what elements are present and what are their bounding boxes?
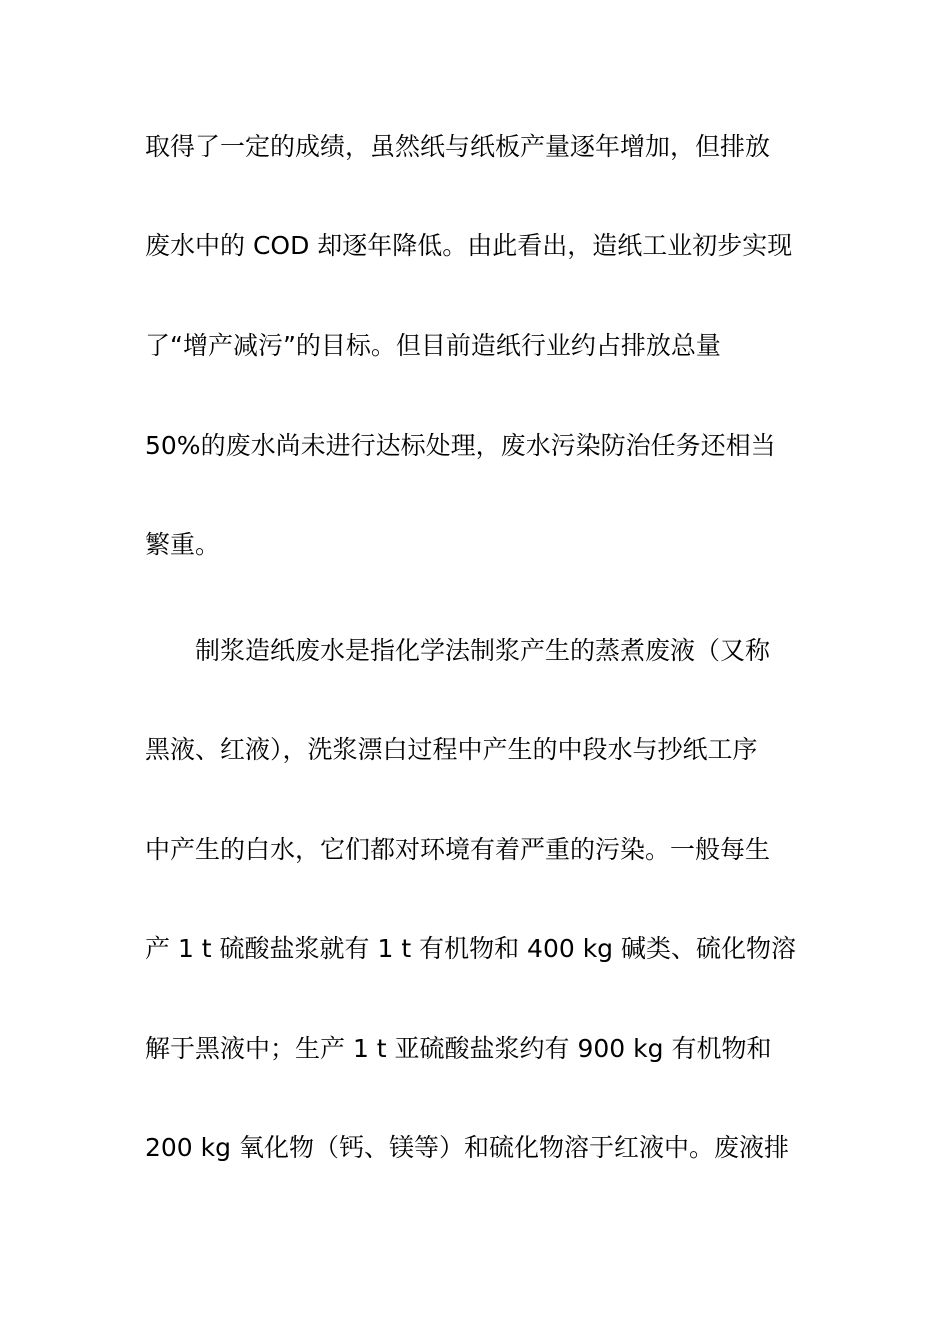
paragraph-1-line-2: 废水中的 COD 却逐年降低。由此看出，造纸工业初步实现 xyxy=(145,231,793,260)
paragraph-1-line-3: 了“增产减污”的目标。但目前造纸行业约占排放总量 xyxy=(145,331,721,360)
paragraph-1-line-1: 取得了一定的成绩，虽然纸与纸板产量逐年增加，但排放 xyxy=(145,132,771,161)
paragraph-2-line-5: 解于黑液中；生产 1 t 亚硫酸盐浆约有 900 kg 有机物和 xyxy=(145,1034,772,1063)
paragraph-2-line-3: 中产生的白水，它们都对环境有着严重的污染。一般每生 xyxy=(145,835,771,864)
paragraph-2-line-2: 黑液、红液），洗浆漂白过程中产生的中段水与抄纸工序 xyxy=(145,735,758,764)
paragraph-1-line-5: 繁重。 xyxy=(145,530,221,559)
paragraph-1-line-4: 50%的废水尚未进行达标处理，废水污染防治任务还相当 xyxy=(145,431,776,460)
paragraph-2-line-1: 制浆造纸废水是指化学法制浆产生的蒸煮废液（又称 xyxy=(195,636,771,665)
paragraph-2-line-6: 200 kg 氧化物（钙、镁等）和硫化物溶于红液中。废液排 xyxy=(145,1133,789,1162)
paragraph-2-line-4: 产 1 t 硫酸盐浆就有 1 t 有机物和 400 kg 碱类、硫化物溶 xyxy=(145,934,797,963)
